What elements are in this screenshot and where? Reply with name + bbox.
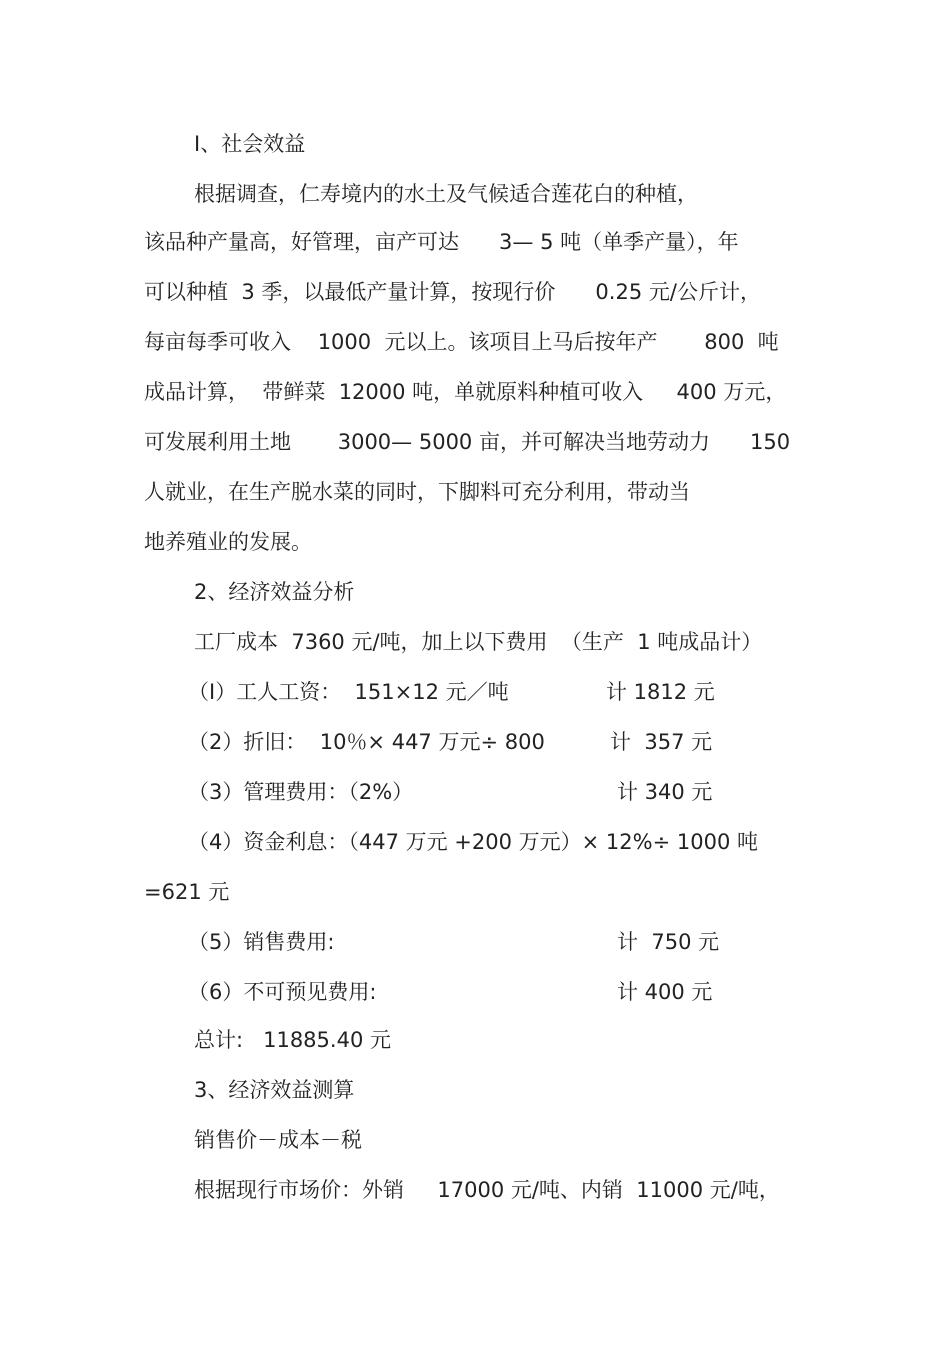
cost-item-label: （I）工人工资： 151×12 元／吨 <box>188 680 509 704</box>
paragraph-line: 该品种产量高，好管理，亩产可达 3— 5 吨（单季产量），年 <box>144 230 739 254</box>
cost-item-amount: 计 1812 元 <box>606 680 715 704</box>
paragraph-line: 地养殖业的发展。 <box>144 530 312 554</box>
interest-result: =621 元 <box>144 880 230 904</box>
cost-item-label: （4）资金利息：（447 万元 +200 万元）× 12%÷ 1000 吨 <box>188 830 758 854</box>
paragraph-line: 成品计算， 带鲜菜 12000 吨，单就原料种植可收入 400 万元， <box>144 380 787 404</box>
cost-item-label: （3）管理费用：（2%） <box>188 780 414 804</box>
cost-item-label: （6）不可预见费用: <box>188 980 377 1004</box>
cost-item-label: （5）销售费用: <box>188 930 335 954</box>
section-heading-social: I、社会效益 <box>194 132 306 156</box>
cost-item-amount: 计 750 元 <box>617 930 720 954</box>
cost-item-amount: 计 400 元 <box>617 980 713 1004</box>
cost-intro: 工厂成本 7360 元/吨，加上以下费用 （生产 1 吨成品计） <box>194 630 763 654</box>
section-heading-economic-analysis: 2、经济效益分析 <box>194 580 355 604</box>
cost-item-amount: 计 340 元 <box>617 780 713 804</box>
formula-line: 销售价－成本－税 <box>194 1128 362 1152</box>
section-heading-economic-calc: 3、经济效益测算 <box>194 1078 355 1102</box>
cost-item-label: （2）折旧： 10％× 447 万元÷ 800 <box>188 730 545 754</box>
paragraph-line: 每亩每季可收入 1000 元以上。该项目上马后按年产 800 吨 <box>144 330 779 354</box>
paragraph-line: 可以种植 3 季，以最低产量计算，按现行价 0.25 元/公斤计， <box>144 280 761 304</box>
cost-item-amount: 计 357 元 <box>610 730 713 754</box>
market-price-line: 根据现行市场价：外销 17000 元/吨、内销 11000 元/吨， <box>194 1178 780 1202</box>
cost-total: 总计: 11885.40 元 <box>194 1028 391 1052</box>
paragraph-line: 根据调查，仁寿境内的水土及气候适合莲花白的种植， <box>194 182 698 206</box>
paragraph-line: 人就业，在生产脱水菜的同时，下脚料可充分利用，带动当 <box>144 480 690 504</box>
paragraph-line: 可发展利用土地 3000— 5000 亩，并可解决当地劳动力 150 <box>144 430 791 454</box>
